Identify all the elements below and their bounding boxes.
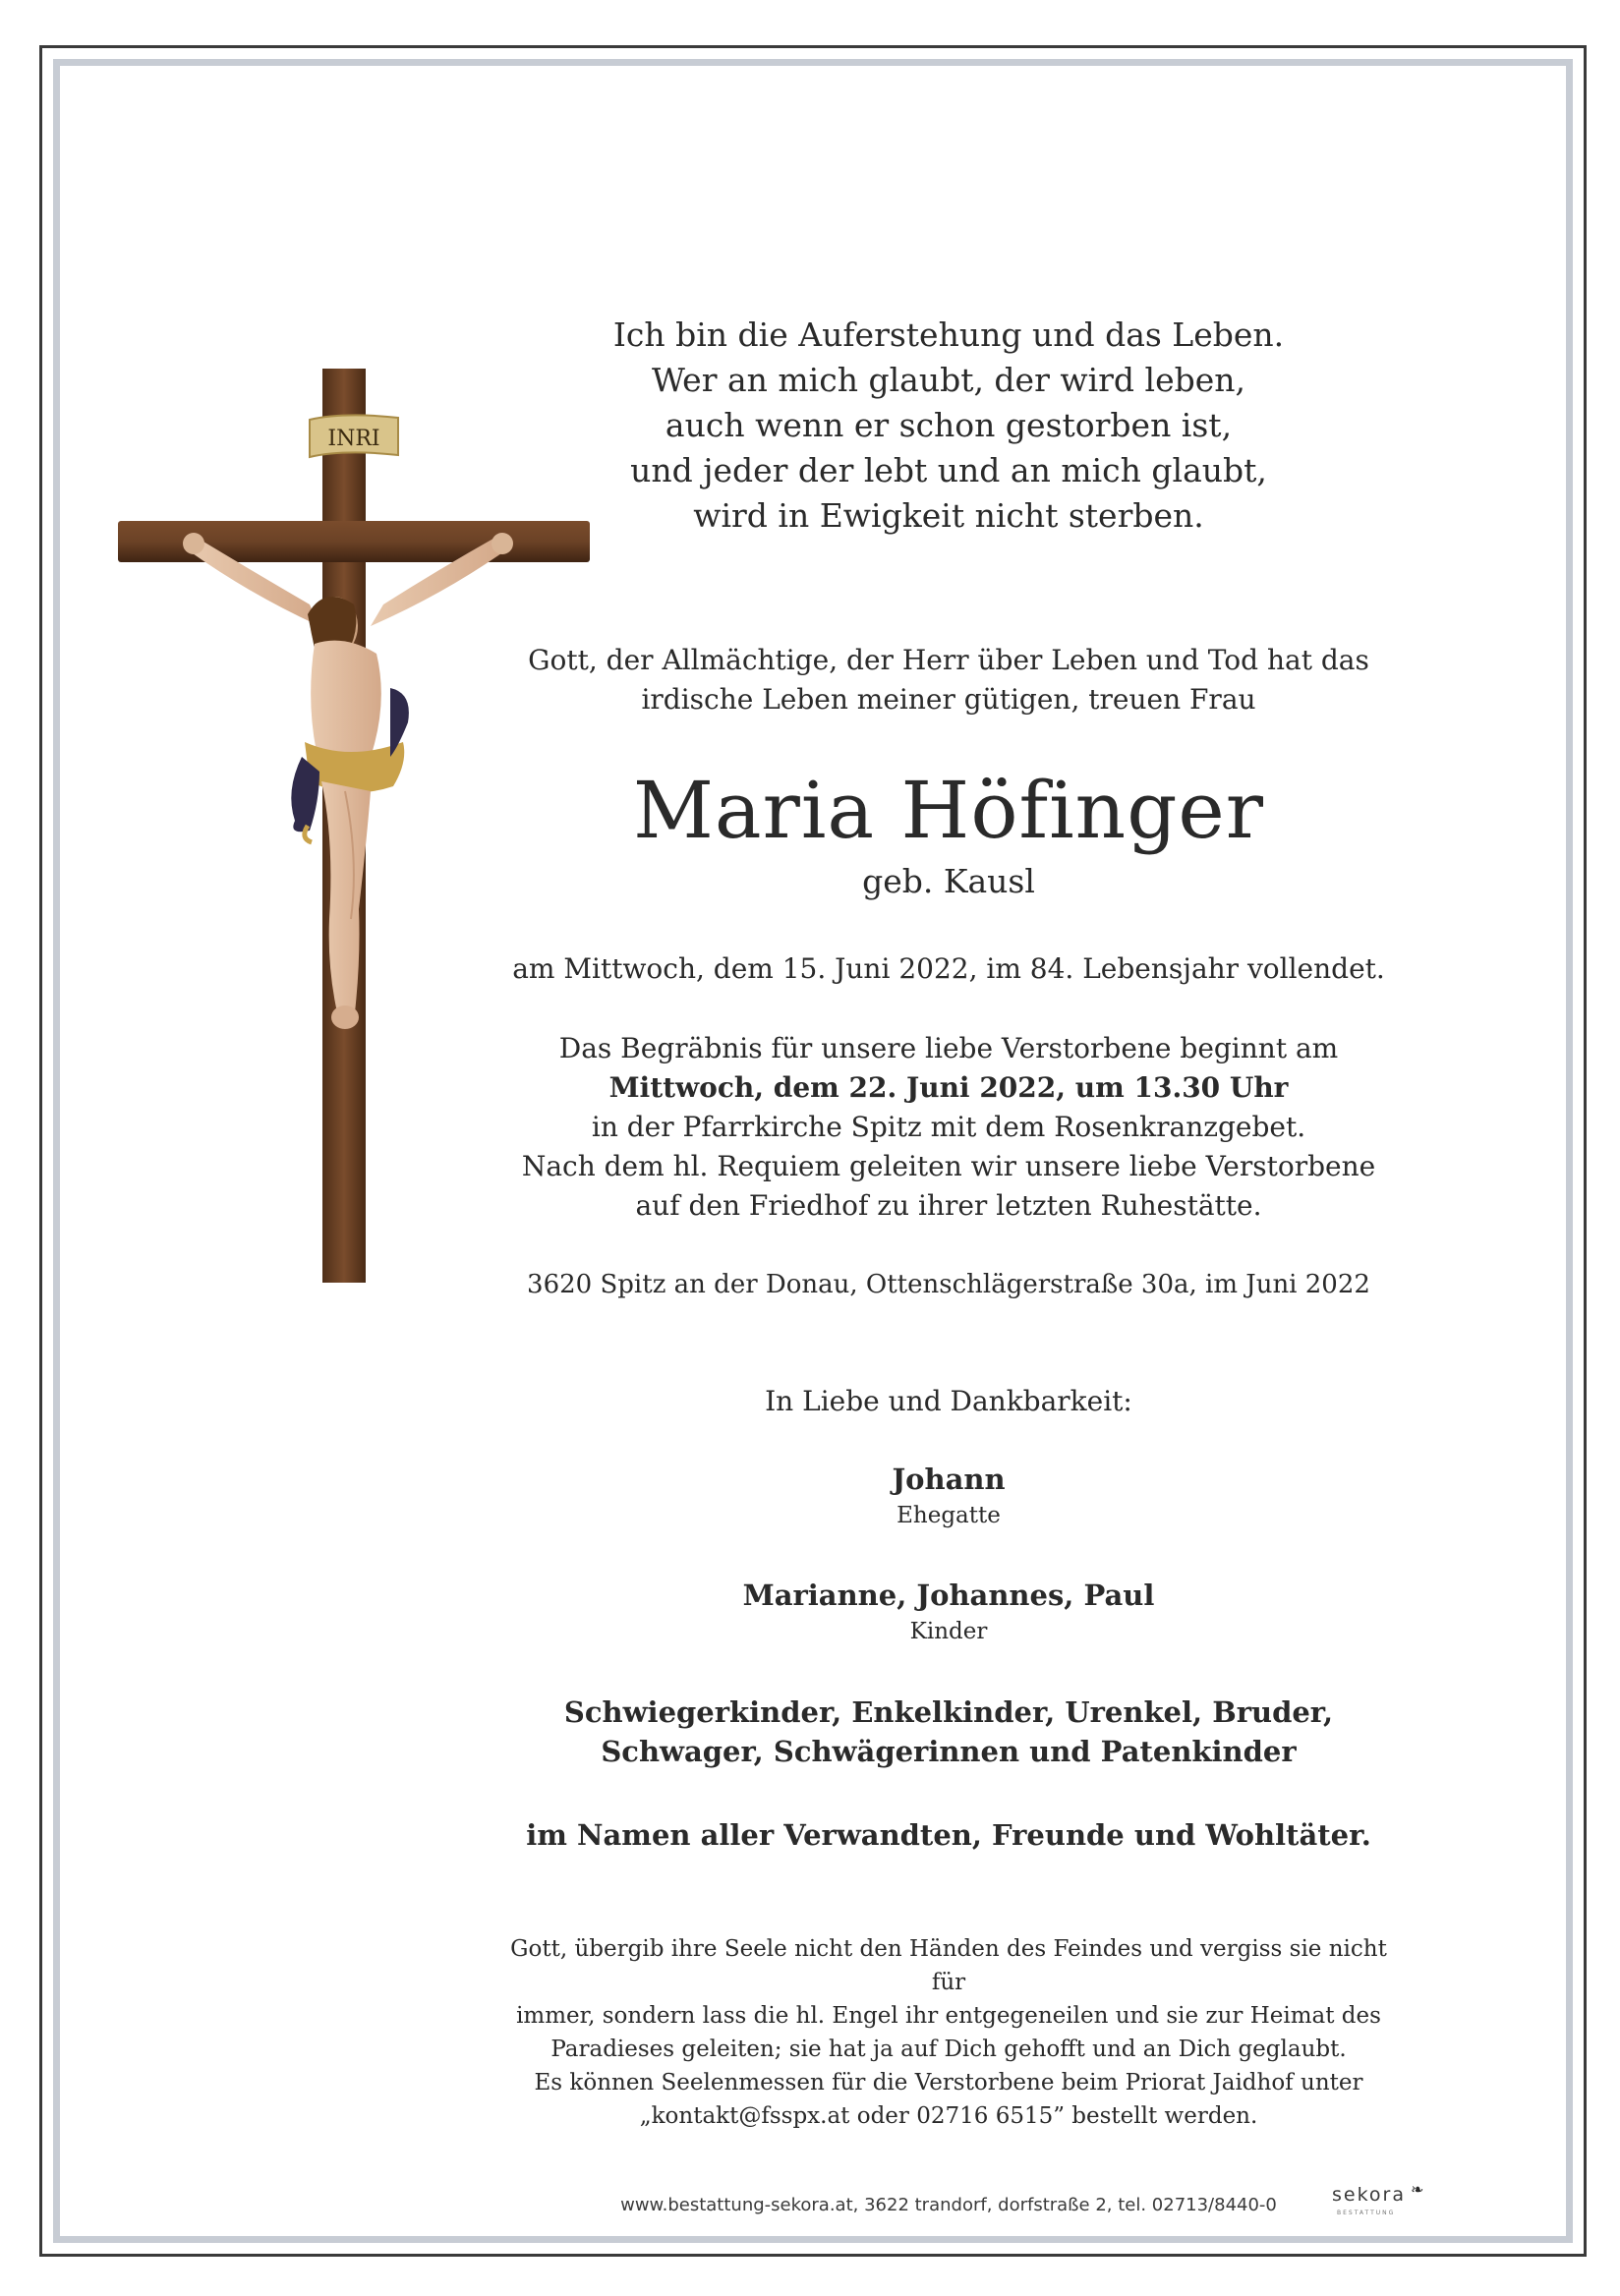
mourner-spouse: [492, 1460, 1406, 1532]
prayer-text: [492, 1932, 1406, 2066]
funeral-info: [492, 1029, 1406, 1226]
death-date: am Mittwoch, dem 15. Juni 2022, im 84. Lebensjahr vollendet.: [512, 952, 1385, 985]
funeral-line: auf den Friedhof zu ihrer letzten Ruhestätte.: [635, 1189, 1262, 1222]
inri-sign: [310, 415, 398, 457]
masses-line: Es können Seelenmessen für die Verstorbene beim Priorat Jaidhof unter: [534, 2070, 1363, 2095]
footer-text: www.bestattung-sekora.at, 3622 trandorf, dorfstraße 2, tel. 02713/8440-0: [620, 2195, 1277, 2215]
verse-line: Wer an mich glaubt, der wird leben,: [651, 361, 1246, 399]
mourner-relation: Kinder: [909, 1619, 988, 1644]
verse-line: wird in Ewigkeit nicht sterben.: [693, 496, 1204, 535]
sekora-logo: [1332, 2180, 1430, 2223]
mourner-children: [492, 1576, 1406, 1648]
prayer-line: Gott, übergib ihre Seele nicht den Händen des Feindes und vergiss sie nicht für: [510, 1936, 1387, 1995]
logo-name: sekora: [1332, 2184, 1406, 2206]
verse-line: Ich bin die Auferstehung und das Leben.: [612, 316, 1285, 354]
funeral-line: Nach dem hl. Requiem geleiten wir unsere liebe Verstorbene: [521, 1150, 1376, 1182]
all-relatives: im Namen aller Verwandten, Freunde und Wohltäter.: [526, 1818, 1371, 1852]
masses-line: „kontakt@fsspx.at oder 02716 6515” bestellt werden.: [639, 2103, 1258, 2129]
thanks-heading: In Liebe und Dankbarkeit:: [765, 1385, 1132, 1417]
bible-verse: [492, 313, 1406, 539]
mourner-name: Johann: [892, 1463, 1006, 1496]
extended-line: Schwager, Schwägerinnen und Patenkinder: [601, 1735, 1297, 1768]
footer-address: [492, 2192, 1406, 2219]
prayer-line: Paradieses geleiten; sie hat ja auf Dich gehofft und an Dich geglaubt.: [550, 2037, 1347, 2062]
intro-text: [492, 641, 1406, 719]
place-date: 3620 Spitz an der Donau, Ottenschlägerstraße 30a, im Juni 2022: [527, 1270, 1370, 1299]
masses-info: [492, 2066, 1406, 2133]
funeral-line: Das Begräbnis für unsere liebe Verstorbene beginnt am: [558, 1032, 1339, 1064]
verse-line: und jeder der lebt und an mich glaubt,: [630, 451, 1267, 489]
leaf-icon: ❧: [1411, 2180, 1424, 2199]
funeral-line: in der Pfarrkirche Spitz mit dem Rosenkranzgebet.: [591, 1111, 1306, 1143]
extended-family: [492, 1693, 1406, 1771]
mourner-relation: Ehegatte: [897, 1503, 1001, 1528]
deceased-name: Maria Höfinger: [632, 765, 1264, 856]
logo-subtitle: BESTATTUNG: [1337, 2210, 1396, 2216]
extended-line: Schwiegerkinder, Enkelkinder, Urenkel, Bruder,: [563, 1695, 1334, 1729]
intro-line: irdische Leben meiner gütigen, treuen Frau: [641, 683, 1256, 716]
intro-line: Gott, der Allmächtige, der Herr über Leben und Tod hat das: [528, 644, 1369, 676]
mourner-name: Marianne, Johannes, Paul: [742, 1578, 1155, 1612]
prayer-line: immer, sondern lass die hl. Engel ihr entgegeneilen und sie zur Heimat des: [516, 2003, 1381, 2029]
maiden-name: geb. Kausl: [862, 862, 1035, 900]
funeral-date: Mittwoch, dem 22. Juni 2022, um 13.30 Uhr: [608, 1071, 1289, 1104]
inri-text: INRI: [327, 427, 380, 451]
verse-line: auch wenn er schon gestorben ist,: [665, 406, 1233, 444]
